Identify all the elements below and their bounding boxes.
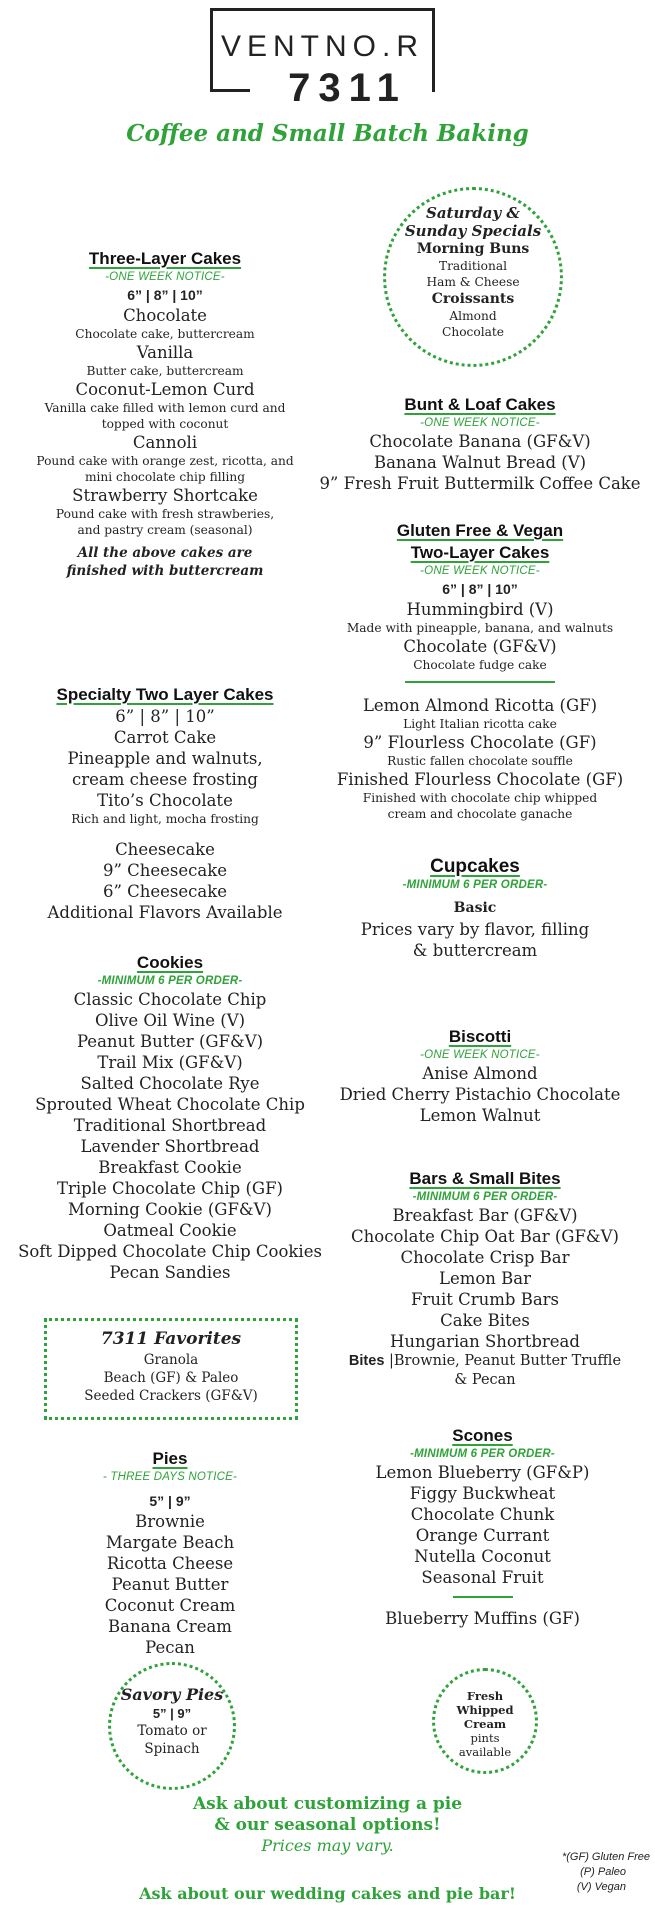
- gfv-item-name: Lemon Almond Ricotta (GF): [362, 696, 598, 715]
- bar-item: Hungarian Shortbread: [390, 1332, 580, 1351]
- gfv-title-1: Gluten Free & Vegan: [396, 521, 564, 540]
- favorites-item: Seeded Crackers (GF&V): [84, 1388, 258, 1404]
- cookie-item: Peanut Butter (GF&V): [76, 1032, 264, 1051]
- scone-item: Seasonal Fruit: [421, 1568, 544, 1587]
- three-layer-note-2: finished with buttercream: [66, 563, 264, 579]
- cheesecake-item: Cheesecake: [115, 840, 215, 859]
- cookie-item: Trail Mix (GF&V): [97, 1053, 243, 1072]
- bites-text-2: & Pecan: [454, 1372, 516, 1388]
- savory-item: Spinach: [144, 1741, 200, 1757]
- cake-name: Vanilla: [136, 343, 194, 362]
- gfv-item-name: Hummingbird (V): [406, 600, 554, 619]
- cake-name: Chocolate: [123, 306, 207, 325]
- scone-item: Figgy Buckwheat: [409, 1484, 556, 1503]
- bunt-loaf-section: [315, 394, 645, 494]
- bar-item: Chocolate Crisp Bar: [400, 1248, 570, 1267]
- footer-ask: [0, 1794, 655, 1856]
- cookie-item: Classic Chocolate Chip: [73, 990, 267, 1009]
- mb-item: Ham & Cheese: [426, 275, 520, 289]
- cake-desc: Butter cake, buttercream: [86, 364, 244, 378]
- biscotti-section: [330, 1026, 630, 1126]
- gfv-item-desc: Made with pineapple, banana, and walnuts: [346, 621, 614, 635]
- logo: [210, 8, 435, 110]
- savory-sizes: 5” | 9”: [152, 1706, 192, 1721]
- bar-item: Lemon Bar: [438, 1269, 532, 1288]
- cheesecake-item: 9” Cheesecake: [102, 861, 228, 880]
- pies-sizes: 5” | 9”: [149, 1493, 191, 1509]
- three-layer-notice: -ONE WEEK NOTICE-: [105, 271, 225, 283]
- cookie-item: Soft Dipped Chocolate Chip Cookies: [18, 1242, 322, 1261]
- specialty-line: cream cheese frosting: [72, 770, 258, 789]
- bunt-item: Banana Walnut Bread (V): [373, 453, 587, 472]
- ask-line-1: Ask about customizing a pie: [192, 1794, 463, 1814]
- gfv-sizes: 6” | 8” | 10”: [442, 581, 518, 597]
- three-layer-note-1: All the above cakes are: [77, 545, 253, 561]
- logo-box-bottom-left: [210, 89, 250, 92]
- cheesecake-item: 6” Cheesecake: [102, 882, 228, 901]
- prices-vary: Prices may vary.: [261, 1836, 394, 1855]
- scones-section: [340, 1425, 625, 1629]
- bites-text: |Brownie, Peanut Butter Truffle: [389, 1353, 622, 1369]
- cookie-item: Triple Chocolate Chip (GF): [57, 1179, 283, 1198]
- savory-title: Savory Pies: [120, 1685, 224, 1704]
- scone-item: Orange Currant: [415, 1526, 550, 1545]
- logo-top-text: VENTNO.R: [220, 30, 424, 63]
- cookies-notice: -MINIMUM 6 PER ORDER-: [97, 975, 243, 987]
- gfv-divider: [405, 681, 555, 683]
- bunt-item: Chocolate Banana (GF&V): [369, 432, 591, 451]
- whipped-title-1: Fresh: [466, 1689, 504, 1703]
- three-layer-title: Three-Layer Cakes: [88, 249, 242, 268]
- cake-desc: Pound cake with fresh strawberies, and pastry cream (seasonal): [55, 507, 275, 537]
- pie-item: Coconut Cream: [104, 1596, 236, 1615]
- cr-item: Almond: [449, 309, 497, 323]
- specialty-section: [10, 684, 320, 923]
- pie-item: Margate Beach: [105, 1533, 235, 1552]
- specialty-line: Carrot Cake: [113, 728, 217, 747]
- scones-title: Scones: [452, 1426, 513, 1445]
- cake-desc: Pound cake with orange zest, ricotta, and mini chocolate chip filling: [36, 454, 294, 484]
- cupcakes-notice: -MINIMUM 6 PER ORDER-: [402, 879, 548, 891]
- biscotti-item: Dried Cherry Pistachio Chocolate: [339, 1085, 621, 1104]
- biscotti-item: Lemon Walnut: [419, 1106, 541, 1125]
- cookies-title: Cookies: [136, 953, 204, 972]
- scones-notice: -MINIMUM 6 PER ORDER-: [410, 1448, 555, 1460]
- croissants-heading: Croissants: [431, 291, 515, 307]
- weekend-title-1: Saturday &: [426, 204, 520, 222]
- cake-desc: Chocolate cake, buttercream: [75, 327, 255, 341]
- specialty-line: Pineapple and walnuts,: [67, 749, 263, 768]
- cookies-section: [10, 952, 330, 1283]
- gfv-item-desc: Finished with chocolate chip whipped cream and chocolate ganache: [362, 791, 598, 821]
- whipped-title-2: Whipped Cream: [456, 1703, 514, 1731]
- scone-item: Nutella Coconut: [414, 1547, 551, 1566]
- favorites-item: Granola: [143, 1352, 199, 1368]
- pie-item: Ricotta Cheese: [106, 1554, 234, 1573]
- morning-buns-heading: Morning Buns: [416, 241, 530, 257]
- pies-notice: - THREE DAYS NOTICE-: [102, 1471, 238, 1483]
- gfv-item-desc: Rustic fallen chocolate souffle: [387, 754, 573, 768]
- cookie-item: Morning Cookie (GF&V): [68, 1200, 272, 1219]
- bar-item: Breakfast Bar (GF&V): [392, 1206, 578, 1225]
- cookies-list: [10, 989, 330, 1283]
- cookie-item: Lavender Shortbread: [80, 1137, 260, 1156]
- gfv-item-desc: Chocolate fudge cake: [413, 658, 547, 672]
- specialty-desc: Rich and light, mocha frosting: [71, 812, 259, 826]
- biscotti-notice: -ONE WEEK NOTICE-: [420, 1049, 540, 1061]
- pie-item: Pecan: [145, 1638, 195, 1657]
- legend-item: (P) Paleo: [580, 1866, 626, 1878]
- three-layer-sizes: 6” | 8” | 10”: [127, 287, 203, 303]
- bites-line: [335, 1352, 635, 1371]
- bar-item: Cake Bites: [440, 1311, 530, 1330]
- gfv-item-name: Chocolate (GF&V): [403, 637, 557, 656]
- scones-divider: [453, 1596, 513, 1598]
- muffins-item: Blueberry Muffins (GF): [385, 1609, 580, 1628]
- biscotti-title: Biscotti: [448, 1027, 512, 1046]
- logo-bottom-text: 7311: [288, 66, 407, 110]
- bar-item: Chocolate Chip Oat Bar (GF&V): [351, 1227, 619, 1246]
- mb-item: Traditional: [438, 259, 508, 273]
- bars-title: Bars & Small Bites: [409, 1169, 561, 1188]
- cookie-item: Breakfast Cookie: [98, 1158, 242, 1177]
- scone-item: Lemon Blueberry (GF&P): [375, 1463, 590, 1482]
- cupcakes-title: Cupcakes: [430, 856, 520, 877]
- bars-notice: -MINIMUM 6 PER ORDER-: [412, 1191, 558, 1203]
- cupcakes-basic: Basic: [453, 900, 497, 916]
- wedding-note: Ask about our wedding cakes and pie bar!: [139, 1884, 516, 1903]
- pie-item: Brownie: [135, 1512, 205, 1531]
- scone-item: Chocolate Chunk: [410, 1505, 555, 1524]
- specialty-sizes: 6” | 8” | 10”: [115, 707, 215, 726]
- whipped-item: available: [458, 1745, 512, 1759]
- savory-pies-circle: [108, 1662, 236, 1790]
- specialty-title: Specialty Two Layer Cakes: [56, 685, 274, 704]
- savory-item: Tomato or: [137, 1723, 207, 1739]
- weekend-title-2: Sunday Specials: [404, 222, 542, 240]
- cupcakes-line: & buttercream: [412, 941, 538, 960]
- whipped-item: pints: [470, 1731, 500, 1745]
- gfv-item-desc: Light Italian ricotta cake: [403, 717, 557, 731]
- favorites-item: Beach (GF) & Paleo: [103, 1370, 239, 1386]
- gfv-item-name: Finished Flourless Chocolate (GF): [336, 770, 624, 789]
- cookie-item: Olive Oil Wine (V): [94, 1011, 246, 1030]
- biscotti-item: Anise Almond: [422, 1064, 538, 1083]
- tagline: Coffee and Small Batch Baking: [126, 120, 529, 147]
- cake-desc: Vanilla cake filled with lemon curd and topped with coconut: [44, 401, 286, 431]
- cookie-item: Salted Chocolate Rye: [80, 1074, 260, 1093]
- cookie-item: Sprouted Wheat Chocolate Chip: [35, 1095, 305, 1114]
- cookie-item: Traditional Shortbread: [73, 1116, 267, 1135]
- gfv-notice: -ONE WEEK NOTICE-: [420, 565, 540, 577]
- whipped-cream-circle: [432, 1668, 538, 1774]
- cookie-item: Oatmeal Cookie: [103, 1221, 237, 1240]
- favorites-title: 7311 Favorites: [100, 1329, 242, 1349]
- weekend-specials-circle: [383, 187, 563, 367]
- cupcakes-line: Prices vary by flavor, filling: [360, 920, 590, 939]
- pies-section: [70, 1448, 270, 1658]
- legend-item: *(GF) Gluten Free: [561, 1851, 650, 1863]
- gfv-item-name: 9” Flourless Chocolate (GF): [363, 733, 597, 752]
- favorites-box: [44, 1318, 298, 1420]
- ask-line-2: & our seasonal options!: [214, 1815, 441, 1835]
- cake-name: Strawberry Shortcake: [72, 486, 258, 505]
- gfv-section: [325, 520, 635, 822]
- bunt-notice: -ONE WEEK NOTICE-: [420, 417, 540, 429]
- cr-item: Chocolate: [442, 325, 504, 339]
- cupcakes-section: [340, 856, 610, 961]
- bunt-title: Bunt & Loaf Cakes: [404, 395, 556, 414]
- bars-section: [335, 1168, 635, 1390]
- bunt-item: 9” Fresh Fruit Buttermilk Coffee Cake: [319, 474, 641, 493]
- legend-item: (V) Vegan: [576, 1881, 626, 1893]
- pies-title: Pies: [152, 1449, 188, 1468]
- pie-item: Peanut Butter: [111, 1575, 229, 1594]
- cake-name: Coconut-Lemon Curd: [75, 380, 255, 399]
- cake-name: Cannoli: [132, 433, 198, 452]
- bar-item: Fruit Crumb Bars: [410, 1290, 560, 1309]
- specialty-line: Tito’s Chocolate: [97, 791, 233, 810]
- three-layer-section: [15, 248, 315, 580]
- cookie-item: Pecan Sandies: [109, 1263, 231, 1282]
- cheesecake-item: Additional Flavors Available: [47, 903, 283, 922]
- pie-item: Banana Cream: [108, 1617, 232, 1636]
- gfv-title-2: Two-Layer Cakes: [410, 543, 550, 562]
- bites-label: Bites: [348, 1353, 385, 1369]
